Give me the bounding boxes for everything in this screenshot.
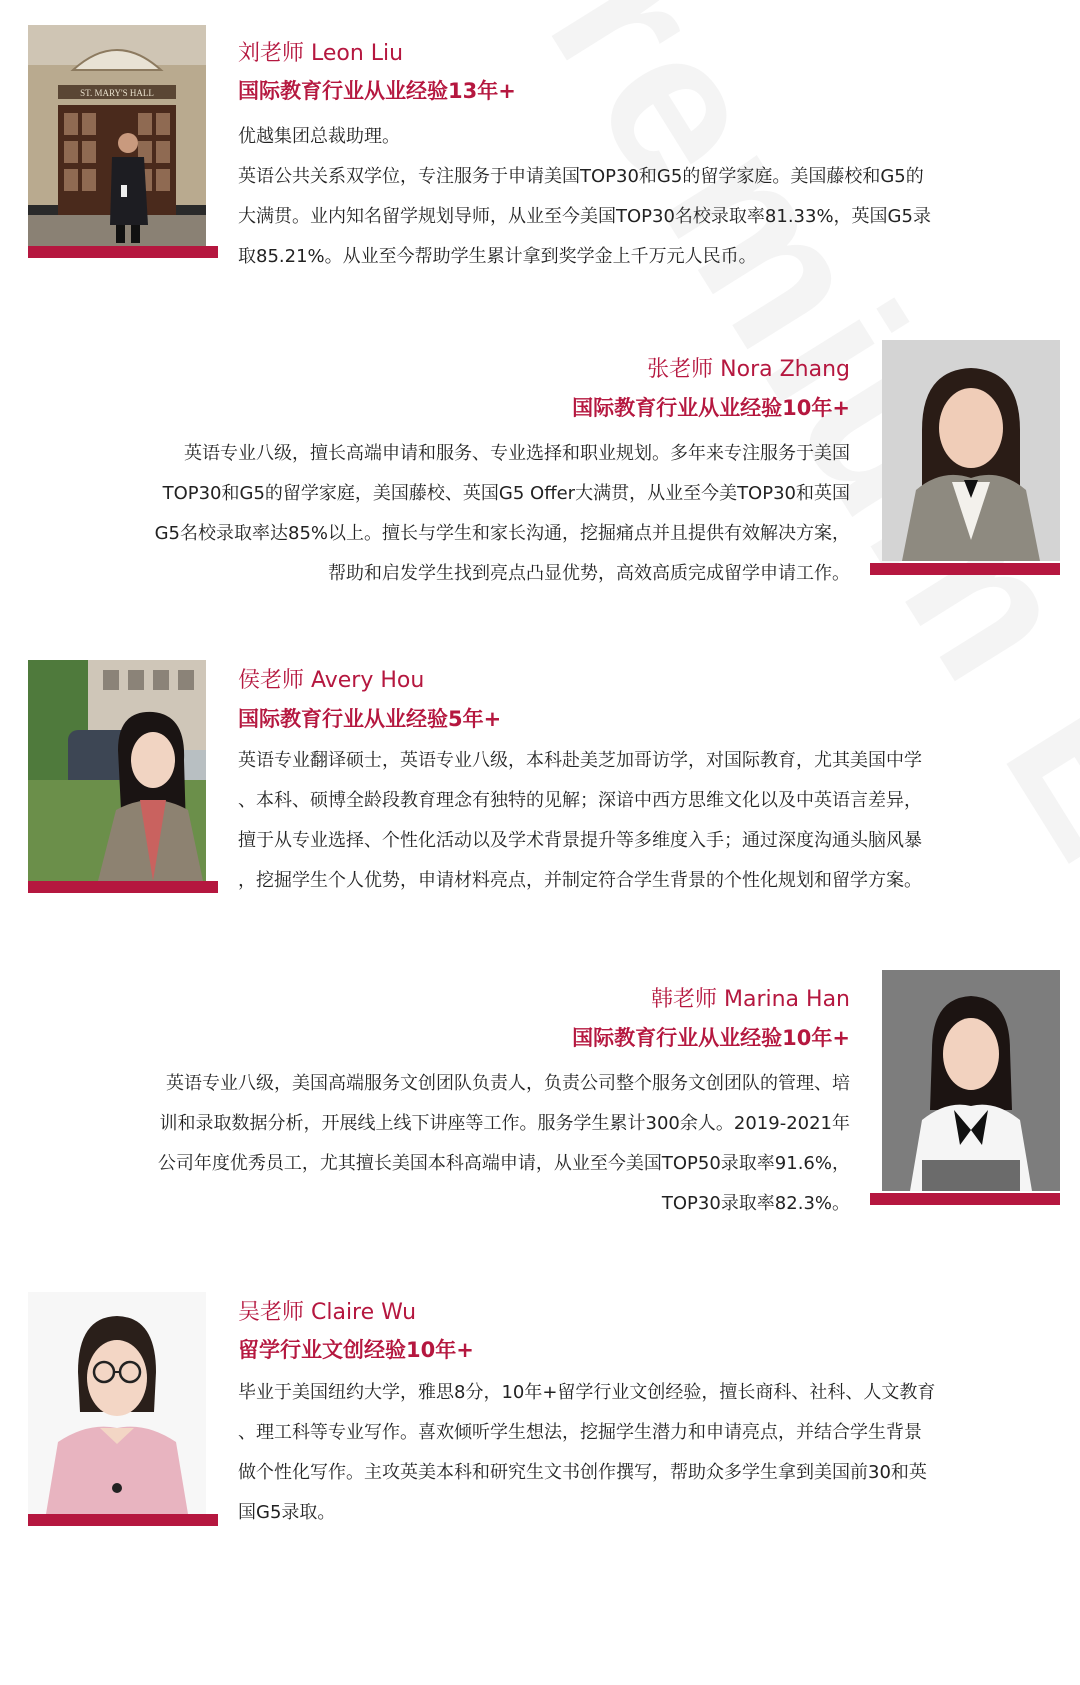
teacher-experience: 国际教育行业从业经验10年+ — [572, 1026, 850, 1050]
bio-line: 、理工科等专业写作。喜欢倾听学生想法，挖掘学生潜力和申请亮点，并结合学生背景 — [238, 1422, 922, 1443]
bio-line: 帮助和启发学生找到亮点凸显优势，高效高质完成留学申请工作。 — [328, 563, 850, 584]
teacher-photo-portrait-icon — [882, 340, 1060, 561]
teacher-photo-building-icon — [28, 25, 206, 246]
teacher-bio — [155, 434, 850, 594]
photo-accent-bar — [28, 1514, 218, 1526]
teacher-photo-portrait-icon — [28, 1292, 206, 1514]
teacher-photo-portrait-icon — [882, 970, 1060, 1191]
bio-line: 大满贯。业内知名留学规划导师，从业至今美国TOP30名校录取率81.33%，英国G5录 — [238, 206, 931, 227]
bio-line: 公司年度优秀员工，尤其擅长美国本科高端申请，从业至今美国TOP50录取率91.6%， — [157, 1153, 850, 1174]
bio-line: TOP30和G5的留学家庭，美国藤校、英国G5 Offer大满贯，从业至今美TOP30和英国 — [162, 483, 850, 504]
photo-accent-bar — [870, 1193, 1060, 1205]
teacher-name: 吴老师 Claire Wu — [238, 1300, 417, 1325]
teacher-name: 张老师 Nora Zhang — [647, 357, 850, 382]
teacher-bio — [238, 117, 931, 277]
bio-line: 、本科、硕博全龄段教育理念有独特的见解；深谙中西方思维文化以及中英语言差异， — [238, 790, 922, 811]
bio-line: 国G5录取。 — [238, 1502, 336, 1523]
bio-line: ，挖掘学生个人优势，申请材料亮点，并制定符合学生背景的个性化规划和留学方案。 — [238, 870, 922, 891]
bio-line: TOP30录取率82.3%。 — [661, 1193, 850, 1214]
teacher-experience: 国际教育行业从业经验5年+ — [238, 707, 502, 731]
teacher-name: 韩老师 Marina Han — [651, 987, 850, 1012]
bio-line: 擅于从专业选择、个性化活动以及学术背景提升等多维度入手；通过深度沟通头脑风暴 — [238, 830, 922, 851]
bio-line: G5名校录取率达85%以上。擅长与学生和家长沟通，挖掘痛点并且提供有效解决方案， — [154, 523, 850, 544]
teacher-photo-outdoor-icon — [28, 660, 206, 881]
bio-line: 优越集团总裁助理。 — [238, 126, 400, 147]
bio-line: 训和录取数据分析，开展线上线下讲座等工作。服务学生累计300余人。2019-2021年 — [159, 1113, 850, 1134]
bio-line: 英语公共关系双学位，专注服务于申请美国TOP30和G5的留学家庭。美国藤校和G5的 — [238, 166, 924, 187]
photo-accent-bar — [870, 563, 1060, 575]
bio-line: 英语专业翻译硕士，英语专业八级，本科赴美芝加哥访学，对国际教育，尤其美国中学 — [238, 750, 922, 771]
bio-line: 取85.21%。从业至今帮助学生累计拿到奖学金上千万元人民币。 — [238, 246, 757, 267]
bio-line: 英语专业八级，美国高端服务文创团队负责人，负责公司整个服务文创团队的管理、培 — [166, 1073, 850, 1094]
teacher-experience: 留学行业文创经验10年+ — [238, 1338, 474, 1362]
photo-accent-bar — [28, 881, 218, 893]
teacher-name: 刘老师 Leon Liu — [238, 41, 404, 66]
teacher-bio — [238, 1373, 935, 1533]
teacher-name: 侯老师 Avery Hou — [238, 668, 425, 693]
teacher-experience: 国际教育行业从业经验10年+ — [572, 396, 850, 420]
bio-line: 毕业于美国纽约大学，雅思8分，10年+留学行业文创经验，擅长商科、社科、人文教育 — [238, 1382, 936, 1403]
teacher-bio — [158, 1064, 850, 1224]
building-sign: ST. MARY'S HALL — [80, 88, 154, 98]
photo-accent-bar — [28, 246, 218, 258]
bio-line: 英语专业八级，擅长高端申请和服务、专业选择和职业规划。多年来专注服务于美国 — [184, 443, 850, 464]
bio-line: 做个性化写作。主攻英美本科和研究生文书创作撰写，帮助众多学生拿到美国前30和英 — [238, 1462, 927, 1483]
teacher-bio — [238, 741, 922, 901]
teacher-experience: 国际教育行业从业经验13年+ — [238, 79, 516, 103]
